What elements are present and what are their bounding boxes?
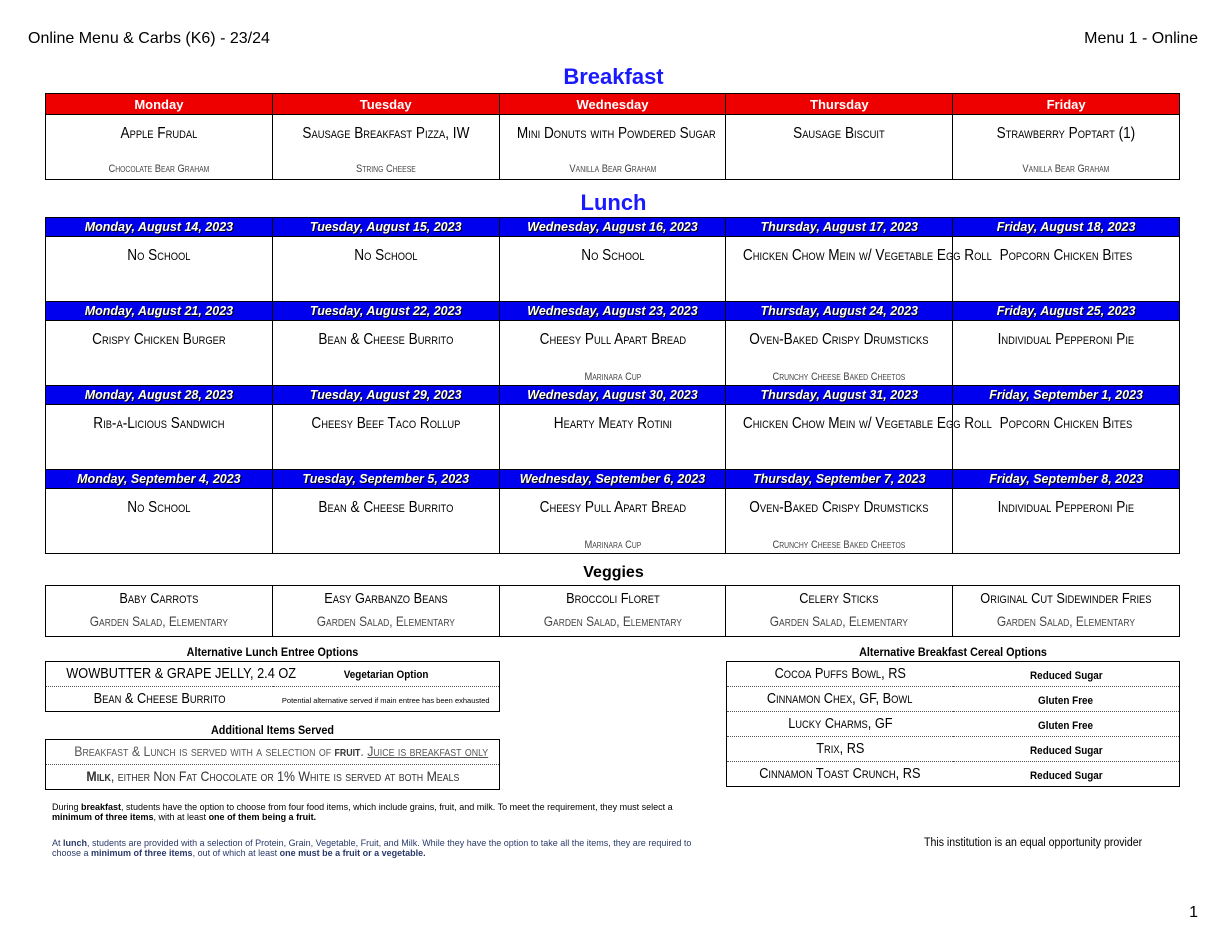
note-text: , out of which at least [192,848,280,858]
alt-lunch-item-text: Bean & Cheese Burrito [93,690,226,707]
cereal-item-text: Cinnamon Toast Crunch, RS [759,765,921,782]
lunch-main: Cheesy Pull Apart Bread [539,499,686,516]
additional-text: . [360,743,368,759]
breakfast-title: Breakfast [563,64,664,89]
veggie-main: Easy Garbanzo Beans [323,590,448,607]
veggie-main: Celery Sticks [799,590,879,607]
cereal-item [727,737,954,762]
veggie-cell [272,586,499,637]
alt-lunch-item [46,662,297,687]
lunch-side: Marinara Cup [584,539,641,551]
note-emphasis: one must be a fruit or a vegetable. [279,848,426,858]
note-text: , students are provided with a selection of Protein, Grain, Vegetable, Fruit, and Milk. While they have the option to take all the items, they are required to choose a [52,838,692,858]
fruit-emphasis: fruit [334,743,361,759]
lunch-date-header: Wednesday, August 30, 2023 [499,386,726,405]
alt-lunch-note [273,662,500,687]
lunch-date-header: Friday, August 25, 2023 [953,302,1180,321]
lunch-main: No School [127,499,191,516]
lunch-date-header: Friday, August 18, 2023 [953,218,1180,237]
breakfast-table [45,93,1180,180]
lunch-main: Popcorn Chicken Bites [999,415,1133,432]
breakfast-main: Apple Frudal [120,125,198,142]
menu-label: Menu 1 - Online [1084,30,1198,47]
lunch-side: Marinara Cup [584,371,641,383]
note-text: At [52,838,64,848]
additional-text: Breakfast & Lunch is served with a selection of [74,743,335,759]
note-emphasis: minimum of three items [91,848,193,858]
veggie-side: Garden Salad, Elementary [543,613,682,629]
lunch-main: Bean & Cheese Burrito [318,331,454,348]
lunch-main: Chicken Chow Mein w/ Vegetable Egg Roll [743,247,993,264]
breakfast-cell [499,115,726,180]
cereal-note-text: Reduced Sugar [1029,770,1103,782]
cereal-note [953,687,1180,712]
breakfast-main: Sausage Biscuit [793,125,886,142]
juice-note: Juice is breakfast only [367,743,489,759]
document-title: Online Menu & Carbs (K6) - 23/24 [28,30,270,47]
lunch-cell [499,405,726,470]
cereal-note-text: Reduced Sugar [1029,670,1103,682]
breakfast-cell [272,115,499,180]
breakfast-side: String Cheese [355,163,416,175]
alt-lunch-item-text: WOWBUTTER & GRAPE JELLY, 2.4 OZ [66,665,297,682]
lunch-main: No School [580,247,645,264]
page-number: 1 [1189,904,1198,921]
lunch-date-header: Wednesday, September 6, 2023 [499,470,726,489]
breakfast-cell [726,115,953,180]
lunch-main: Hearty Meaty Rotini [553,415,672,432]
lunch-date-header: Friday, September 8, 2023 [953,470,1180,489]
lunch-date-header: Thursday, August 17, 2023 [726,218,953,237]
veggie-main: Broccoli Floret [565,590,660,607]
cereal-note-text: Gluten Free [1038,720,1094,732]
veggie-side: Garden Salad, Elementary [89,613,228,629]
lunch-cell [46,237,273,302]
lunch-main: Popcorn Chicken Bites [999,247,1133,264]
lunch-title: Lunch [580,190,647,215]
cereal-item-text: Lucky Charms, GF [787,715,893,732]
lunch-date-header: Thursday, September 7, 2023 [726,470,953,489]
veggie-cell [726,586,953,637]
veggie-side: Garden Salad, Elementary [997,613,1136,629]
veggie-cell [46,586,273,637]
lunch-side: Crunchy Cheese Baked Cheetos [772,371,906,383]
breakfast-main: Mini Donuts with Powdered Sugar [516,125,716,142]
lunch-date-header: Thursday, August 24, 2023 [726,302,953,321]
cereal-item [727,762,954,787]
note-emphasis: lunch [63,838,88,848]
lunch-cell [953,405,1180,470]
lunch-cell [272,489,499,554]
alt-lunch-note-text: Potential alternative served if main entree has been exhausted [281,696,490,705]
breakfast-side: Vanilla Bear Graham [1022,163,1110,175]
note-text: , with at least [153,812,209,822]
lunch-main: Oven-Baked Crispy Drumsticks [749,331,929,348]
milk-emphasis: Milk [86,768,111,784]
note-emphasis: breakfast [81,802,122,812]
breakfast-main: Sausage Breakfast Pizza, IW [302,125,470,142]
cereal-note-text: Reduced Sugar [1029,745,1103,757]
lunch-date-header: Tuesday, August 29, 2023 [272,386,499,405]
cereal-note [953,712,1180,737]
alt-breakfast-title: Alternative Breakfast Cereal Options [859,645,1047,659]
lunch-main: Oven-Baked Crispy Drumsticks [749,499,929,516]
lunch-cell [272,237,499,302]
cereal-item-text: Trix, RS [815,740,865,757]
cereal-note [953,662,1180,687]
breakfast-day-header: Tuesday [272,94,499,115]
additional-text: , either Non Fat Chocolate or 1% White is served at both Meals [110,768,459,784]
lunch-cell [953,237,1180,302]
breakfast-cell [953,115,1180,180]
cereal-note-text: Gluten Free [1038,695,1094,707]
lunch-cell [272,405,499,470]
lunch-cell [953,321,1180,386]
lunch-cell [499,237,726,302]
lunch-cell [953,489,1180,554]
breakfast-day-header: Wednesday [499,94,726,115]
lunch-date-header: Tuesday, August 15, 2023 [272,218,499,237]
equal-opportunity-statement: This institution is an equal opportunity provider [924,837,1143,849]
lunch-date-header: Wednesday, August 23, 2023 [499,302,726,321]
lunch-cell [726,489,953,554]
alt-lunch-title: Alternative Lunch Entree Options [186,645,359,659]
cereal-item [727,712,954,737]
lunch-date-header: Monday, August 14, 2023 [46,218,273,237]
cereal-item [727,687,954,712]
lunch-main: Rib-a-Licious Sandwich [93,415,225,432]
cereal-item-text: Cocoa Puffs Bowl, RS [774,665,906,682]
lunch-table [45,217,1180,554]
additional-row [46,740,500,765]
lunch-main: Cheesy Pull Apart Bread [539,331,686,348]
additional-table [45,739,500,790]
additional-row-text [86,768,459,784]
note-text: During [52,802,82,812]
veggie-cell [499,586,726,637]
alt-lunch-table [45,661,500,712]
lunch-main: No School [354,247,418,264]
alt-lunch-note [273,687,500,712]
veggies-title: Veggies [583,564,644,581]
lunch-date-header: Thursday, August 31, 2023 [726,386,953,405]
alt-lunch-note-text: Vegetarian Option [343,669,429,681]
lunch-date-header: Friday, September 1, 2023 [953,386,1180,405]
lunch-cell [499,321,726,386]
lunch-main: Individual Pepperoni Pie [997,499,1135,516]
lunch-main: Bean & Cheese Burrito [318,499,454,516]
veggie-side: Garden Salad, Elementary [770,613,909,629]
lunch-main: Chicken Chow Mein w/ Vegetable Egg Roll [743,415,993,432]
veggie-main: Baby Carrots [119,590,199,607]
lunch-cell [46,321,273,386]
lunch-cell [726,321,953,386]
lunch-main: Individual Pepperoni Pie [997,331,1135,348]
veggie-main: Original Cut Sidewinder Fries [980,590,1152,607]
cereal-note [953,762,1180,787]
cereal-note [953,737,1180,762]
veggie-side: Garden Salad, Elementary [316,613,455,629]
lunch-cell [46,489,273,554]
breakfast-side: Chocolate Bear Graham [108,163,210,175]
lunch-note [52,838,692,858]
breakfast-main: Strawberry Poptart (1) [996,125,1136,142]
lunch-cell [499,489,726,554]
lunch-side: Crunchy Cheese Baked Cheetos [772,539,906,551]
lunch-main: Cheesy Beef Taco Rollup [311,415,461,432]
breakfast-day-header: Thursday [726,94,953,115]
veggie-cell [953,586,1180,637]
note-emphasis: one of them being a fruit. [208,812,317,822]
note-text: , students have the option to choose from four food items, which include grains, fruit, and milk. To meet the requirement, they must select a [121,802,673,812]
alt-breakfast-table [726,661,1180,787]
veggies-table [45,585,1180,637]
cereal-item [727,662,954,687]
note-emphasis: minimum of three items [52,812,154,822]
breakfast-side: Vanilla Bear Graham [569,163,656,175]
breakfast-day-header: Monday [46,94,273,115]
additional-row-text [74,743,488,759]
breakfast-note [52,802,692,822]
alt-lunch-item [46,687,273,712]
lunch-date-header: Monday, September 4, 2023 [46,470,273,489]
lunch-main: No School [127,247,191,264]
lunch-date-header: Monday, August 28, 2023 [46,386,273,405]
lunch-date-header: Tuesday, September 5, 2023 [272,470,499,489]
cereal-item-text: Cinnamon Chex, GF, Bowl [767,690,913,707]
lunch-cell [726,237,993,302]
additional-title: Additional Items Served [210,723,335,737]
lunch-date-header: Tuesday, August 22, 2023 [272,302,499,321]
breakfast-day-header: Friday [953,94,1180,115]
additional-row [46,765,500,790]
lunch-date-header: Wednesday, August 16, 2023 [499,218,726,237]
lunch-main: Crispy Chicken Burger [92,331,226,348]
breakfast-cell [46,115,273,180]
lunch-cell [46,405,273,470]
lunch-cell [726,405,993,470]
lunch-date-header: Monday, August 21, 2023 [46,302,273,321]
lunch-cell [272,321,499,386]
